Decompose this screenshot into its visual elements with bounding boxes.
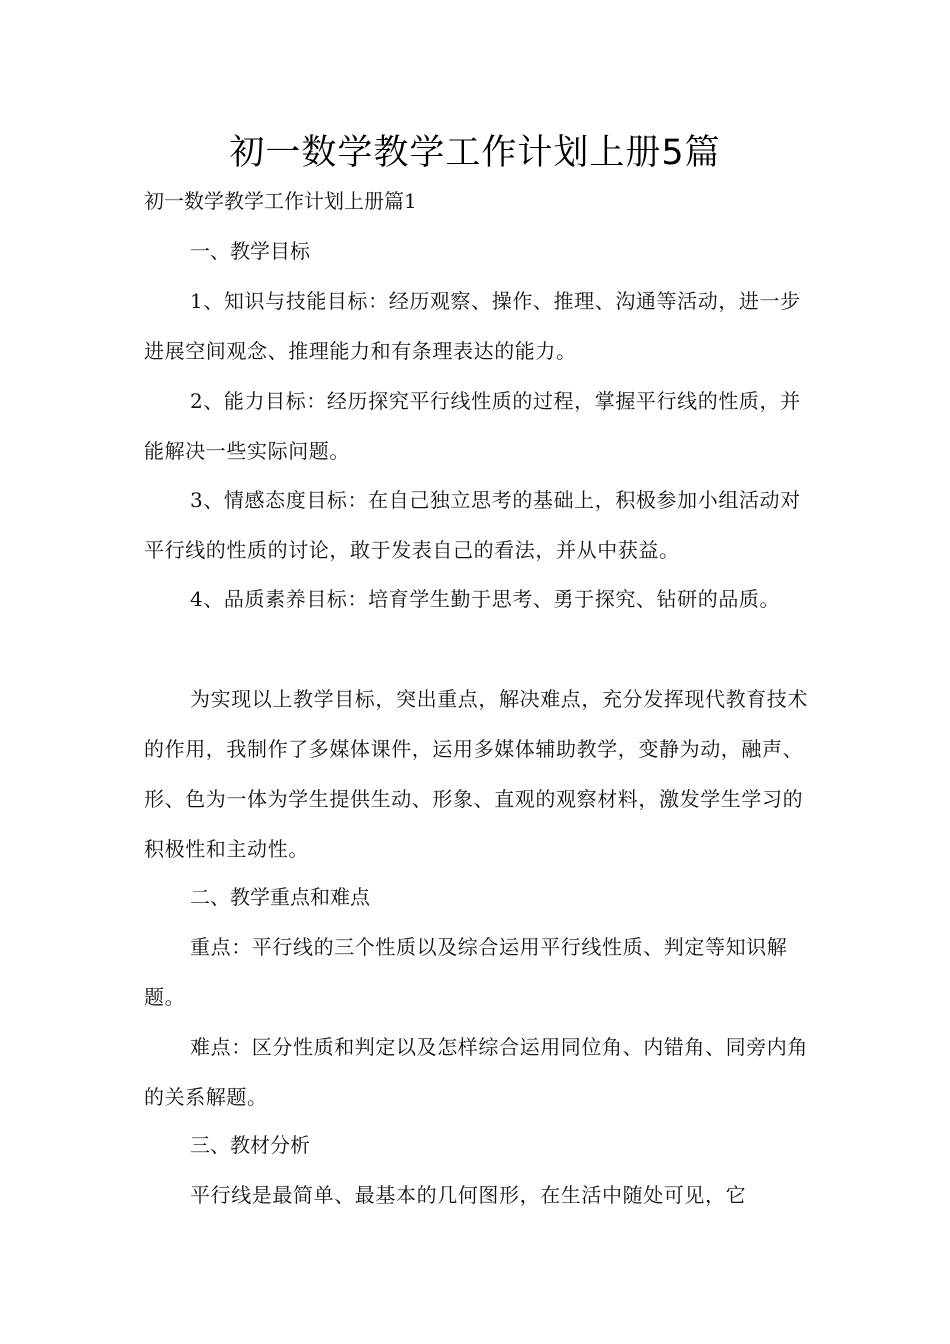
document-subtitle: 初一数学教学工作计划上册篇1 [144,189,417,213]
section-heading-analysis: 三、教材分析 [190,1133,310,1157]
document-title: 初一数学教学工作计划上册5篇 [229,133,721,173]
section-heading-key-points: 二、教学重点和难点 [190,885,370,909]
paragraph-goal-2: 2、能力目标：经历探究平行线性质的过程，掌握平行线的性质，并能解决一些实际问题。 [144,389,801,463]
paragraph-key-point: 重点：平行线的三个性质以及综合运用平行线性质、判定等知识解题。 [144,935,788,1009]
paragraph-media: 为实现以上教学目标，突出重点，解决难点，充分发挥现代教育技术的作用，我制作了多媒体课件，运用多媒体辅助教学，变静为动，融声、形、色为一体为学生提供生动、形象、直观的观察材料，激发学生学习的积极性和主动性。 [144,687,808,861]
section-heading-goals: 一、教学目标 [190,239,310,263]
paragraph-difficulty: 难点：区分性质和判定以及怎样综合运用同位角、内错角、同旁内角的关系解题。 [144,1035,808,1109]
paragraph-analysis: 平行线是最简单、最基本的几何图形，在生活中随处可见，它 [190,1183,747,1207]
paragraph-goal-1: 1、知识与技能目标：经历观察、操作、推理、沟通等活动，进一步进展空间观念、推理能力和有条理表达的能力。 [144,289,801,363]
paragraph-goal-3: 3、情感态度目标：在自己独立思考的基础上，积极参加小组活动对平行线的性质的讨论，敢于发表自己的看法，并从中获益。 [144,488,801,562]
paragraph-goal-4: 4、品质素养目标：培育学生勤于思考、勇于探究、钻研的品质。 [190,587,781,611]
